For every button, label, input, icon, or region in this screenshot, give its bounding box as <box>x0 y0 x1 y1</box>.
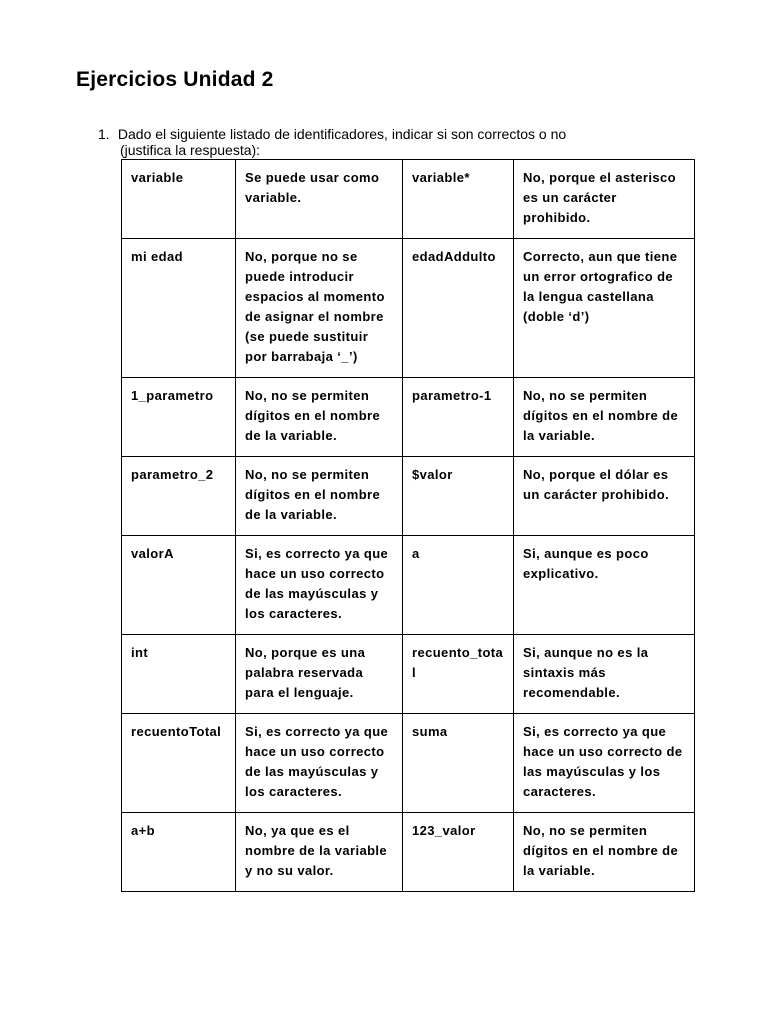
identifier-cell: $valor <box>403 457 514 536</box>
explanation-cell: Si, aunque no es la sintaxis más recomendable. <box>514 635 695 714</box>
identifier-cell: a+b <box>122 813 236 892</box>
identifier-cell: edadAddulto <box>403 239 514 378</box>
page-title: Ejercicios Unidad 2 <box>76 68 274 91</box>
explanation-cell: Si, es correcto ya que hace un uso correcto de las mayúsculas y los caracteres. <box>236 536 403 635</box>
identifier-cell: 1_parametro <box>122 378 236 457</box>
question-number: 1. <box>98 126 110 142</box>
question-text-continuation: (justifica la respuesta): <box>120 142 261 158</box>
explanation-cell: Si, es correcto ya que hace un uso correcto de las mayúsculas y los caracteres. <box>514 714 695 813</box>
explanation-cell: No, no se permiten dígitos en el nombre de la variable. <box>514 378 695 457</box>
identifier-cell: variable <box>122 160 236 239</box>
identifier-cell: mi edad <box>122 239 236 378</box>
identifier-cell: recuentoTotal <box>122 714 236 813</box>
explanation-cell: No, porque no se puede introducir espacios al momento de asignar el nombre (se puede sustituir por barrabaja ‘_’) <box>236 239 403 378</box>
explanation-cell: No, porque el dólar es un carácter prohibido. <box>514 457 695 536</box>
explanation-cell: Si, aunque es poco explicativo. <box>514 536 695 635</box>
table-row <box>122 536 695 635</box>
table-row <box>122 714 695 813</box>
explanation-cell: No, no se permiten dígitos en el nombre de la variable. <box>514 813 695 892</box>
explanation-cell: No, porque es una palabra reservada para el lenguaje. <box>236 635 403 714</box>
table-row <box>122 635 695 714</box>
explanation-cell: No, porque el asterisco es un carácter prohibido. <box>514 160 695 239</box>
explanation-cell: No, no se permiten dígitos en el nombre de la variable. <box>236 457 403 536</box>
table-row <box>122 813 695 892</box>
question-1 <box>98 126 658 158</box>
identifier-cell: parametro-1 <box>403 378 514 457</box>
explanation-cell: Si, es correcto ya que hace un uso correcto de las mayúsculas y los caracteres. <box>236 714 403 813</box>
identifier-cell: variable* <box>403 160 514 239</box>
identifier-cell: int <box>122 635 236 714</box>
identifiers-table <box>121 159 695 892</box>
table-row <box>122 378 695 457</box>
explanation-cell: Se puede usar como variable. <box>236 160 403 239</box>
explanation-cell: No, no se permiten dígitos en el nombre de la variable. <box>236 378 403 457</box>
explanation-cell: Correcto, aun que tiene un error ortografico de la lengua castellana (doble ‘d’) <box>514 239 695 378</box>
table-row <box>122 457 695 536</box>
table-row <box>122 160 695 239</box>
identifier-cell: recuento_total <box>403 635 514 714</box>
identifier-cell: parametro_2 <box>122 457 236 536</box>
identifier-cell: suma <box>403 714 514 813</box>
question-text: Dado el siguiente listado de identificadores, indicar si son correctos o no <box>117 126 567 142</box>
explanation-cell: No, ya que es el nombre de la variable y no su valor. <box>236 813 403 892</box>
table-row <box>122 239 695 378</box>
identifier-cell: valorA <box>122 536 236 635</box>
identifier-cell: a <box>403 536 514 635</box>
identifier-cell: 123_valor <box>403 813 514 892</box>
